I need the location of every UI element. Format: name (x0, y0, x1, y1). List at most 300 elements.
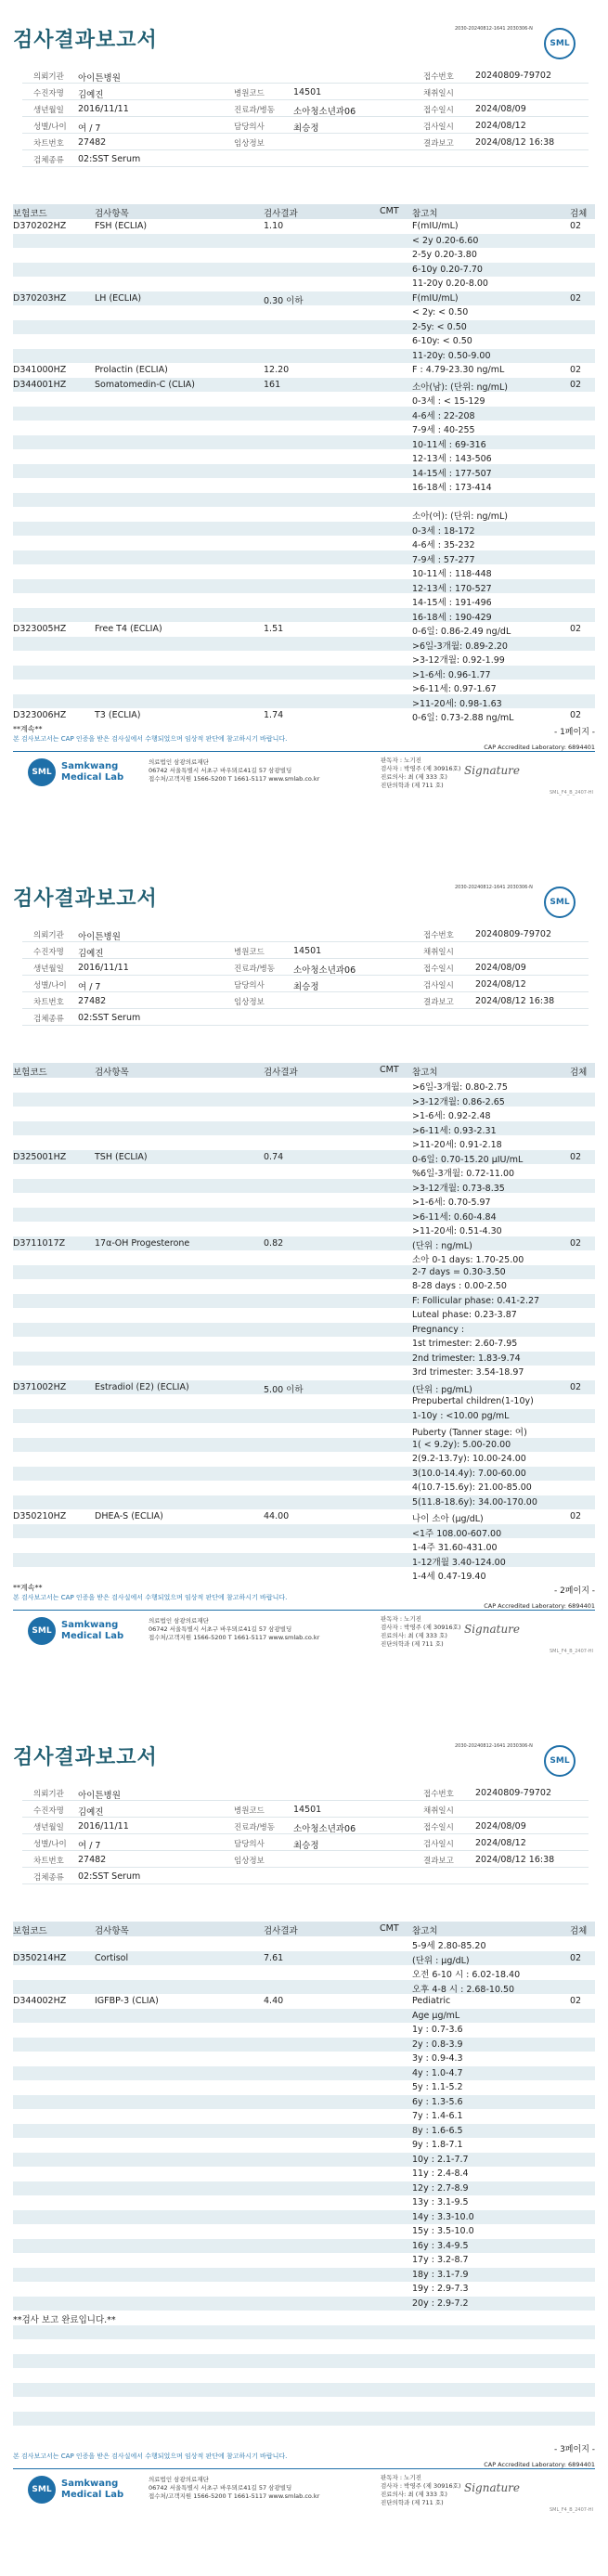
cell: <1주 108.00-607.00 (412, 1528, 502, 1539)
info-sex-age_v: 여 / 7 (78, 123, 101, 134)
cell: 02 (570, 1381, 582, 1392)
cell: 7.61 (264, 1952, 284, 1963)
form-code: SML_F4_B_2407-HI (549, 2506, 593, 2513)
cell: Puberty (Tanner stage: 여) (412, 1428, 527, 1438)
table-row (13, 1366, 595, 1380)
results-table (13, 1936, 595, 2440)
table-row (13, 1078, 595, 1093)
table-row (13, 1553, 595, 1568)
table-row (13, 219, 595, 234)
table-row (13, 1481, 595, 1495)
header-item: 검사항목 (95, 1926, 129, 1936)
cell: 7-9세 : 40-255 (412, 425, 475, 435)
table-row (13, 2109, 595, 2124)
lab-address: 의료법인 삼광의료재단 06742 서울특별시 서초구 바우뫼로41길 57 삼광빌딩 접수처/고객지원 1566-5200 T 1661-5117 www.smlab.co.kr (149, 757, 320, 783)
cell: D341000HZ (13, 365, 67, 375)
table-row (13, 2311, 595, 2325)
table-row (13, 651, 595, 666)
cell: 1.10 (264, 221, 284, 231)
cell: 14-15세 : 177-507 (412, 468, 492, 479)
info-receive: 접수일시 (423, 106, 454, 115)
report-title: 검사결과보고서 (13, 29, 158, 52)
cell: >6-11세: 0.97-1.67 (412, 684, 497, 694)
table-row (13, 2038, 595, 2052)
info-patient: 수진자명 (33, 89, 64, 98)
signers: 판독자 : 노기진 검사자 : 박영주 (제 30916호) 진료의사: 최 (제 333 호) 진단의학과 (제 711 호) (381, 1614, 461, 1648)
info-row (22, 942, 589, 959)
info-collect: 채취일시 (423, 89, 454, 98)
table-row (13, 2210, 595, 2225)
info-row (22, 84, 589, 100)
info-birth-v: 2016/11/11 (78, 104, 129, 114)
cell: >1-6세: 0.92-2.48 (412, 1111, 491, 1121)
results-header (13, 1063, 595, 1078)
header-specimen: 검체 (570, 1926, 588, 1936)
cell: 16-18세 : 173-414 (412, 483, 492, 493)
info-dept-v: 소아청소년과06 (293, 965, 356, 976)
cell: 4(10.7-15.6y): 21.00-85.00 (412, 1482, 532, 1493)
cell: F: Follicular phase: 0.41-2.27 (412, 1295, 540, 1306)
table-row (13, 2052, 595, 2066)
info-row (22, 1818, 589, 1834)
disclaimer: 본 검사보고서는 CAP 인증을 받은 검사실에서 수행되었으며 임상적 판단에 참고하시기 바랍니다. (13, 1593, 288, 1601)
table-row (13, 1409, 595, 1424)
cell: D344002HZ (13, 1996, 67, 2006)
info-receipt-v: 20240809-79702 (475, 929, 552, 939)
info-hospital: 의뢰기관 (33, 1790, 64, 1799)
info-receive: 접수일시 (423, 1823, 454, 1832)
table-row (13, 2397, 595, 2412)
table-row (13, 2138, 595, 2153)
footer-divider (13, 2468, 595, 2469)
table-row (13, 291, 595, 306)
info-report: 검사일시 (423, 1840, 454, 1849)
table-row (13, 1965, 595, 1980)
info-row (22, 150, 589, 167)
cell: 1-12개월 3.40-124.00 (412, 1557, 506, 1568)
cap-text: CAP Accredited Laboratory: 6894401 (484, 743, 595, 751)
info-row (22, 117, 589, 134)
info-row (22, 1868, 589, 1884)
cell: LH (ECLIA) (95, 292, 142, 304)
table-row (13, 2268, 595, 2283)
info-dept: 진료과/병동 (234, 964, 275, 974)
cell: F(mIU/mL) (412, 221, 459, 231)
cell: >3-12개월: 0.92-1.99 (412, 655, 505, 666)
page-number: - 1페이지 - (553, 727, 595, 737)
header-result: 검사결과 (264, 209, 298, 219)
results-header (13, 204, 595, 219)
table-row (13, 2066, 595, 2081)
cell: >6일-3개월: 0.89-2.20 (412, 641, 508, 652)
table-row (13, 263, 595, 278)
cell: 0.74 (264, 1151, 284, 1162)
table-row (13, 1107, 595, 1121)
cell: D371002HZ (13, 1381, 67, 1392)
info-receipt: 접수번호 (423, 931, 454, 940)
cell: 2-5y: < 0.50 (412, 321, 467, 332)
info-collect: 채취일시 (423, 948, 454, 957)
cell: 2nd trimester: 1.83-9.74 (412, 1353, 521, 1364)
info-patient: 수진자명 (33, 1806, 64, 1816)
cell: 8-28 days : 0.00-2.50 (412, 1281, 507, 1291)
table-row (13, 1423, 595, 1438)
table-row (13, 2181, 595, 2196)
header-ref: 참고치 (412, 1068, 438, 1078)
cell: 14y : 3.3-10.0 (412, 2211, 474, 2222)
cell: 오전 6-10 시 : 6.02-18.40 (412, 1970, 521, 1980)
cell: >11-20세: 0.98-1.63 (412, 698, 502, 709)
lab-name-2: Medical Lab (61, 771, 124, 783)
cell: 17α-OH Progesterone (95, 1237, 190, 1249)
info-receive: 접수일시 (423, 964, 454, 974)
table-row (13, 2297, 595, 2311)
table-row (13, 2253, 595, 2268)
info-hcode-v: 14501 (293, 87, 322, 97)
info-doctor: 담당의사 (234, 123, 265, 132)
cell: 2(9.2-13.7y): 10.00-24.00 (412, 1454, 526, 1464)
info-specimen-v: 02:SST Serum (78, 1871, 141, 1882)
cell: %6일-3개월: 0.72-11.00 (412, 1169, 515, 1179)
table-row (13, 2167, 595, 2181)
cell: D323005HZ (13, 624, 67, 634)
info-patient-v: 김예진 (78, 90, 104, 100)
table-row (13, 1980, 595, 1995)
table-row (13, 234, 595, 249)
table-row (13, 1250, 595, 1265)
cell: **검사 보고 완료입니다.** (13, 2315, 116, 2325)
table-row (13, 507, 595, 522)
info-sex-age: 성별/나이 (33, 981, 67, 990)
report-title: 검사결과보고서 (13, 1746, 158, 1769)
table-row (13, 1265, 595, 1280)
info-result-v: 2024/08/12 16:38 (475, 137, 555, 148)
info-hospital: 의뢰기관 (33, 72, 64, 82)
info-row (22, 100, 589, 117)
cell: 12y : 2.7-8.9 (412, 2182, 469, 2194)
table-row (13, 593, 595, 608)
table-row (13, 1135, 595, 1150)
table-row (13, 1452, 595, 1467)
info-result: 결과보고 (423, 1857, 454, 1866)
info-specimen-v: 02:SST Serum (78, 1013, 141, 1023)
cell: >3-12개월: 0.86-2.65 (412, 1096, 505, 1107)
cell: 02 (570, 379, 582, 390)
info-row (22, 67, 589, 84)
table-row (13, 1193, 595, 1208)
header-item: 검사항목 (95, 1068, 129, 1078)
continue-note: **계속** (13, 724, 43, 733)
info-report-v: 2024/08/12 (475, 979, 526, 990)
info-specimen: 검체종류 (33, 1873, 64, 1883)
table-row (13, 478, 595, 493)
table-row (13, 2282, 595, 2297)
info-hospital-v: 아이튼병원 (78, 1791, 121, 1801)
info-birth: 생년월일 (33, 1823, 64, 1832)
cell: >6-11세: 0.93-2.31 (412, 1125, 497, 1136)
cell: 0.30 이하 (264, 295, 304, 306)
cell: 소아(남): (단위: ng/mL) (412, 382, 508, 393)
info-chart: 차트번호 (33, 1857, 64, 1866)
cell: 02 (570, 1511, 582, 1521)
info-chart-v: 27482 (78, 996, 107, 1006)
header-specimen: 검체 (570, 1068, 588, 1078)
info-receipt-v: 20240809-79702 (475, 71, 552, 81)
info-hcode: 병원코드 (234, 89, 265, 98)
cell: 02 (570, 1237, 582, 1249)
info-specimen-v: 02:SST Serum (78, 154, 141, 164)
info-row (22, 1784, 589, 1801)
cell: 20y : 2.9-7.2 (412, 2298, 469, 2309)
info-patient-v: 김예진 (78, 949, 104, 959)
table-row (13, 1994, 595, 2009)
cell: >1-6세: 0.70-5.97 (412, 1197, 491, 1208)
cell: 14-15세 : 191-496 (412, 598, 492, 608)
cell: 0.82 (264, 1237, 284, 1249)
cell: D3711017Z (13, 1237, 66, 1249)
table-row (13, 320, 595, 335)
lab-name-1: Samkwang (61, 1619, 119, 1630)
form-code: SML_F4_B_2407-HI (549, 1648, 593, 1654)
info-patient: 수진자명 (33, 948, 64, 957)
table-row (13, 1524, 595, 1539)
cell: 1-10y : <10.00 pg/mL (412, 1410, 510, 1421)
cell: 7y : 1.4-6.1 (412, 2111, 463, 2121)
table-row (13, 349, 595, 364)
header-code: 보험코드 (13, 1068, 47, 1078)
table-row (13, 536, 595, 550)
table-row (13, 2239, 595, 2254)
cell: 1-4세 0.47-19.40 (412, 1572, 486, 1582)
table-row (13, 2195, 595, 2210)
info-report-v: 2024/08/12 (475, 121, 526, 131)
info-hospital-v: 아이튼병원 (78, 73, 121, 84)
info-doctor: 담당의사 (234, 981, 265, 990)
info-row (22, 1834, 589, 1851)
table-row (13, 694, 595, 709)
sml-logo: SML (544, 28, 576, 59)
info-receive-v: 2024/08/09 (475, 1821, 526, 1832)
table-row (13, 1179, 595, 1194)
cell: 소아 0-1 days: 1.70-25.00 (412, 1255, 524, 1265)
info-row (22, 976, 589, 992)
table-row (13, 2095, 595, 2110)
table-row (13, 708, 595, 723)
table-row (13, 1164, 595, 1179)
cell: 10-11세 : 69-316 (412, 439, 486, 450)
report-page (0, 0, 608, 859)
continue-note: **계속** (13, 1583, 43, 1592)
info-doctor-v: 최승정 (293, 982, 319, 992)
signers: 판독자 : 노기진 검사자 : 박영주 (제 30916호) 진료의사: 최 (제 333 호) 진단의학과 (제 711 호) (381, 756, 461, 789)
header-cmt: CMT (380, 1065, 399, 1075)
disclaimer: 본 검사보고서는 CAP 인증을 받은 검사실에서 수행되었으며 임상적 판단에 참고하시기 바랍니다. (13, 2452, 288, 2460)
table-row (13, 363, 595, 378)
table-row (13, 680, 595, 694)
cell: (단위 : pg/mL) (412, 1384, 472, 1395)
info-birth-v: 2016/11/11 (78, 1821, 129, 1832)
report-title: 검사결과보고서 (13, 887, 158, 911)
info-row (22, 1009, 589, 1026)
info-doctor-v: 최승정 (293, 123, 319, 134)
cell: D350214HZ (13, 1952, 67, 1963)
cell: 1.74 (264, 710, 284, 720)
table-row (13, 248, 595, 263)
cell: 6-10y: < 0.50 (412, 336, 472, 346)
table-row (13, 1467, 595, 1482)
table-row (13, 1294, 595, 1309)
cell: 6-10y 0.20-7.70 (412, 264, 483, 275)
cell: < 2y 0.20-6.60 (412, 235, 479, 246)
sml-logo: SML (544, 887, 576, 918)
info-hospital-v: 아이튼병원 (78, 932, 121, 942)
cell: D344001HZ (13, 379, 67, 390)
cell: 02 (570, 710, 582, 720)
cell: 3y : 0.9-4.3 (412, 2053, 463, 2064)
info-row (22, 992, 589, 1009)
cell: F(mIU/mL) (412, 292, 459, 304)
table-row (13, 334, 595, 349)
cell: 오후 4-8 시 : 2.68-10.50 (412, 1984, 515, 1995)
table-row (13, 608, 595, 623)
table-row (13, 1236, 595, 1251)
cell: 02 (570, 292, 582, 304)
table-row (13, 2339, 595, 2354)
cell: >1-6세: 0.96-1.77 (412, 669, 491, 680)
cell: Luteal phase: 0.23-3.87 (412, 1310, 517, 1320)
cell: >3-12개월: 0.73-8.35 (412, 1183, 505, 1194)
cell: TSH (ECLIA) (95, 1151, 148, 1162)
info-report: 검사일시 (423, 981, 454, 990)
cell: 5-9세 2.80-85.20 (412, 1941, 486, 1951)
cell: F : 4.79-23.30 ng/mL (412, 365, 505, 375)
info-clinical: 임상정보 (234, 998, 265, 1007)
cell: Prepubertal children(1-10y) (412, 1396, 534, 1406)
cell: 나이 소아 (μg/dL) (412, 1514, 484, 1524)
table-row (13, 464, 595, 479)
lab-name-2: Medical Lab (61, 2489, 124, 2500)
cell: (단위 : μg/dL) (412, 1955, 470, 1966)
table-row (13, 2080, 595, 2095)
table-row (13, 666, 595, 680)
table-row (13, 2224, 595, 2239)
info-sex-age_v: 여 / 7 (78, 1841, 101, 1851)
table-row (13, 1394, 595, 1409)
disclaimer: 본 검사보고서는 CAP 인증을 받은 검사실에서 수행되었으며 임상적 판단에 참고하시기 바랍니다. (13, 734, 288, 743)
info-chart-v: 27482 (78, 137, 107, 148)
signers: 판독자 : 노기진 검사자 : 박영주 (제 30916호) 진료의사: 최 (제 333 호) 진단의학과 (제 711 호) (381, 2473, 461, 2506)
cell: 1-4주 31.60-431.00 (412, 1543, 498, 1553)
cell: 16-18세 : 190-429 (412, 612, 492, 623)
cell: Prolactin (ECLIA) (95, 365, 168, 375)
info-row (22, 1801, 589, 1818)
cell: 44.00 (264, 1511, 290, 1521)
cell: 1y : 0.7-3.6 (412, 2025, 463, 2035)
header-cmt: CMT (380, 206, 399, 216)
table-row (13, 1538, 595, 1553)
lab-name-1: Samkwang (61, 2478, 119, 2489)
header-specimen: 검체 (570, 209, 588, 219)
sml-footer-logo: SML (28, 758, 56, 786)
cell: < 2y: < 0.50 (412, 307, 469, 317)
info-hcode-v: 14501 (293, 1805, 322, 1815)
sml-footer-logo: SML (28, 2476, 56, 2504)
cell: 1st trimester: 2.60-7.95 (412, 1339, 518, 1349)
header-code: 보험코드 (13, 209, 47, 219)
cell: D323006HZ (13, 710, 67, 720)
cell: 0-6일: 0.86-2.49 ng/dL (412, 627, 511, 637)
table-row (13, 579, 595, 594)
table-row (13, 2124, 595, 2139)
cell: Age μg/mL (412, 2010, 460, 2021)
table-row (13, 1352, 595, 1366)
footer-divider (13, 1610, 595, 1611)
table-row (13, 1222, 595, 1236)
info-chart: 차트번호 (33, 139, 64, 149)
table-row (13, 2023, 595, 2038)
table-row (13, 392, 595, 407)
table-row (13, 2368, 595, 2383)
table-row (13, 550, 595, 565)
cell: Estradiol (E2) (ECLIA) (95, 1381, 189, 1392)
lab-name-1: Samkwang (61, 760, 119, 771)
table-row (13, 1121, 595, 1136)
handwritten-signature: Signature (464, 763, 521, 777)
cell: 16y : 3.4-9.5 (412, 2240, 469, 2251)
cell: 17y : 3.2-8.7 (412, 2255, 469, 2265)
info-birth: 생년월일 (33, 964, 64, 974)
info-row (22, 1851, 589, 1868)
cell: 02 (570, 1151, 582, 1162)
header-ref: 참고치 (412, 209, 438, 219)
cell: 8y : 1.6-6.5 (412, 2125, 463, 2136)
cell: 0-6일: 0.70-15.20 μIU/mL (412, 1154, 524, 1165)
cell: 11-20y 0.20-8.00 (412, 278, 488, 289)
info-receipt-v: 20240809-79702 (475, 1788, 552, 1798)
table-row (13, 1567, 595, 1582)
lab-name (61, 2479, 123, 2501)
cell: Cortisol (95, 1952, 129, 1963)
info-row (22, 959, 589, 976)
cell: 5.00 이하 (264, 1384, 304, 1395)
table-row (13, 1308, 595, 1323)
cell: 12-13세 : 170-527 (412, 583, 492, 594)
table-row (13, 1380, 595, 1395)
header-cmt: CMT (380, 1923, 399, 1934)
header-code: 보험코드 (13, 1926, 47, 1936)
cell: 11-20y: 0.50-9.00 (412, 350, 491, 361)
patient-info (22, 67, 589, 167)
cell: 02 (570, 1996, 582, 2006)
table-row (13, 1495, 595, 1510)
table-row (13, 2009, 595, 2024)
info-dept: 진료과/병동 (234, 106, 275, 115)
header-ref: 참고치 (412, 1926, 438, 1936)
info-hcode: 병원코드 (234, 948, 265, 957)
cell: 2-7 days = 0.30-3.50 (412, 1266, 506, 1277)
patient-info (22, 926, 589, 1026)
handwritten-signature: Signature (464, 1622, 521, 1636)
info-result-v: 2024/08/12 16:38 (475, 996, 555, 1006)
table-row (13, 2426, 595, 2440)
cell: 3rd trimester: 3.54-18.97 (412, 1367, 524, 1378)
page-number: - 3페이지 - (553, 2444, 595, 2454)
info-report-v: 2024/08/12 (475, 1838, 526, 1848)
cell: 4y : 1.0-4.7 (412, 2067, 463, 2078)
table-row (13, 493, 595, 508)
table-row (13, 1936, 595, 1951)
cell: 1.51 (264, 624, 284, 634)
